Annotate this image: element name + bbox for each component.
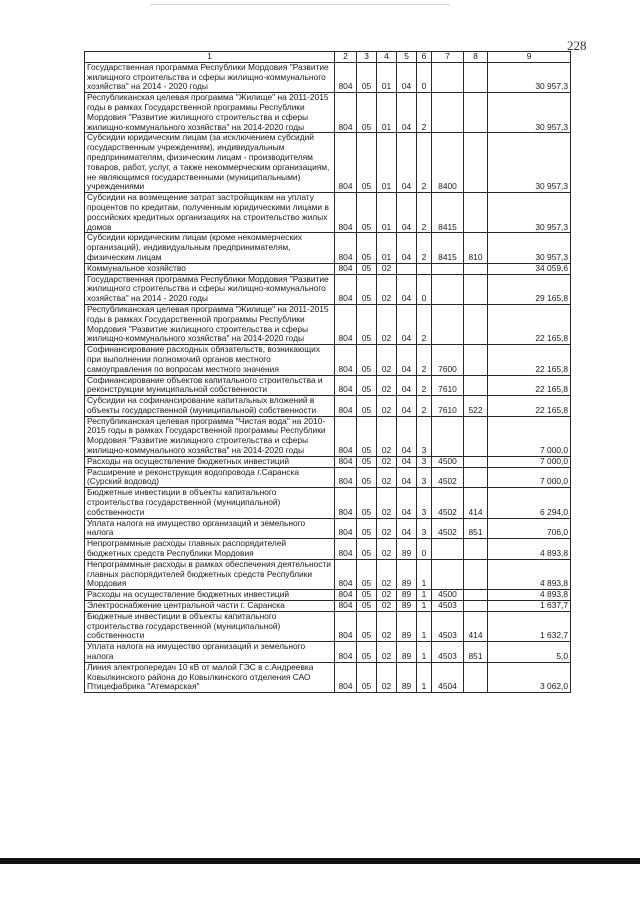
cell-ministry-code: 804	[335, 416, 357, 456]
cell-amount: 7 000,0	[488, 416, 571, 456]
cell-subprogram: 1	[417, 662, 432, 692]
table-row	[85, 375, 571, 396]
cell-ministry-code: 804	[335, 467, 357, 488]
cell-subsection: 02	[377, 375, 397, 396]
cell-amount: 30 957,3	[488, 133, 571, 193]
cell-description: Коммунальное хозяйство	[85, 263, 335, 274]
cell-expense-type	[464, 559, 488, 589]
cell-section: 05	[357, 416, 377, 456]
cell-target-article: 7610	[432, 396, 464, 417]
cell-target-article: 8415	[432, 193, 464, 233]
cell-amount: 1 637,7	[488, 601, 571, 612]
cell-expense-type: 522	[464, 396, 488, 417]
cell-subprogram	[417, 263, 432, 274]
cell-description: Государственная программа Республики Мордовия "Развитие жилищного строительства и сферы жилищно-коммунального хозяйства" на 2014 - 2020 годы	[85, 62, 335, 92]
cell-section: 05	[357, 662, 377, 692]
cell-description: Республиканская целевая программа "Чистая вода" на 2010-2015 годы в рамках Государственной программы Республики Мордовия "Развитие жилищного строительства и сферы жилищно-коммунального хозяйства" на 2014-2020 годы	[85, 416, 335, 456]
cell-target-article: 4503	[432, 611, 464, 641]
cell-subprogram: 2	[417, 133, 432, 193]
cell-expense-type	[464, 304, 488, 344]
table-row	[85, 559, 571, 589]
cell-subsection: 02	[377, 456, 397, 467]
scan-bottom-bar	[0, 858, 640, 864]
cell-section: 05	[357, 488, 377, 518]
header-cell-7: 7	[432, 52, 464, 63]
cell-subsection: 02	[377, 539, 397, 560]
cell-subprogram: 3	[417, 467, 432, 488]
cell-subsection: 01	[377, 133, 397, 193]
cell-target-article: 7610	[432, 375, 464, 396]
header-cell-3: 3	[357, 52, 377, 63]
table-row	[85, 467, 571, 488]
cell-subsection: 02	[377, 559, 397, 589]
cell-description: Уплата налога на имущество организаций и земельного налога	[85, 518, 335, 539]
cell-amount: 1 632,7	[488, 611, 571, 641]
cell-program: 04	[397, 488, 417, 518]
cell-description: Расходы на осуществление бюджетных инвестиций	[85, 456, 335, 467]
table-row	[85, 416, 571, 456]
cell-target-article: 4502	[432, 488, 464, 518]
cell-expense-type	[464, 456, 488, 467]
cell-amount: 4 893,8	[488, 590, 571, 601]
cell-subprogram: 1	[417, 590, 432, 601]
cell-ministry-code: 804	[335, 601, 357, 612]
cell-description: Республиканская целевая программа "Жилище" на 2011-2015 годы в рамках Государственной программы Республики Мордовия "Развитие жилищного строительства и сферы жилищно-коммунального хозяйства" на 2014-2020 годы	[85, 93, 335, 133]
table-row	[85, 396, 571, 417]
cell-subsection: 02	[377, 345, 397, 375]
cell-subsection: 02	[377, 263, 397, 274]
cell-description: Республиканская целевая программа "Жилище" на 2011-2015 годы в рамках Государственной программы Республики Мордовия "Развитие жилищного строительства и сферы жилищно-коммунального хозяйства" на 2014-2020 годы	[85, 304, 335, 344]
cell-ministry-code: 804	[335, 662, 357, 692]
cell-amount: 30 957,3	[488, 233, 571, 263]
cell-expense-type	[464, 416, 488, 456]
cell-section: 05	[357, 133, 377, 193]
table-header-row	[85, 52, 571, 63]
cell-description: Субсидии на софинансирование капитальных вложений в объекты государственной (муниципальной) собственности	[85, 396, 335, 417]
cell-amount: 706,0	[488, 518, 571, 539]
cell-description: Уплата налога на имущество организаций и земельного налога	[85, 642, 335, 663]
table-row	[85, 456, 571, 467]
cell-subsection: 02	[377, 642, 397, 663]
header-cell-5: 5	[397, 52, 417, 63]
table-row	[85, 263, 571, 274]
cell-ministry-code: 804	[335, 456, 357, 467]
cell-target-article	[432, 304, 464, 344]
cell-amount: 3 062,0	[488, 662, 571, 692]
cell-target-article: 4500	[432, 456, 464, 467]
table-row	[85, 193, 571, 233]
cell-subprogram: 3	[417, 488, 432, 518]
cell-amount: 22 165,8	[488, 304, 571, 344]
cell-subsection: 02	[377, 396, 397, 417]
cell-expense-type: 414	[464, 611, 488, 641]
cell-target-article	[432, 93, 464, 133]
cell-section: 05	[357, 518, 377, 539]
cell-expense-type	[464, 467, 488, 488]
cell-program: 89	[397, 642, 417, 663]
cell-ministry-code: 804	[335, 62, 357, 92]
cell-target-article	[432, 62, 464, 92]
cell-section: 05	[357, 590, 377, 601]
cell-ministry-code: 804	[335, 559, 357, 589]
cell-expense-type	[464, 345, 488, 375]
cell-ministry-code: 804	[335, 345, 357, 375]
cell-expense-type	[464, 263, 488, 274]
cell-expense-type	[464, 539, 488, 560]
cell-ministry-code: 804	[335, 193, 357, 233]
cell-amount: 30 957,3	[488, 62, 571, 92]
cell-expense-type	[464, 601, 488, 612]
cell-ministry-code: 804	[335, 233, 357, 263]
cell-subsection: 02	[377, 467, 397, 488]
cell-target-article: 4500	[432, 590, 464, 601]
table-row	[85, 590, 571, 601]
cell-target-article	[432, 539, 464, 560]
cell-section: 05	[357, 601, 377, 612]
cell-subprogram: 3	[417, 518, 432, 539]
cell-target-article: 4503	[432, 642, 464, 663]
cell-program: 04	[397, 416, 417, 456]
cell-target-article: 4502	[432, 467, 464, 488]
cell-program: 89	[397, 539, 417, 560]
cell-subprogram: 2	[417, 345, 432, 375]
cell-description: Непрограммные расходы главных распорядителей бюджетных средств Республики Мордовия	[85, 539, 335, 560]
cell-program: 04	[397, 133, 417, 193]
cell-ministry-code: 804	[335, 539, 357, 560]
cell-program	[397, 263, 417, 274]
cell-expense-type	[464, 133, 488, 193]
cell-subsection: 02	[377, 590, 397, 601]
cell-section: 05	[357, 93, 377, 133]
cell-section: 05	[357, 263, 377, 274]
cell-section: 05	[357, 467, 377, 488]
cell-description: Субсидии юридическим лицам (за исключением субсидий государственным учреждениям), индивидуальным предпринимателям, физическим лицам - производителям товаров, работ, услуг, а также некоммерческим организациям, не являющимся государственными (муниципальными) учреждениями	[85, 133, 335, 193]
table-row	[85, 93, 571, 133]
table-row	[85, 518, 571, 539]
cell-subsection: 02	[377, 662, 397, 692]
cell-subsection: 02	[377, 518, 397, 539]
cell-program: 04	[397, 467, 417, 488]
table-row	[85, 133, 571, 193]
cell-target-article: 4502	[432, 518, 464, 539]
cell-description: Софинансирование объектов капитального строительства и реконструкции муниципальной собственности	[85, 375, 335, 396]
cell-description: Бюджетные инвестиции в объекты капитального строительства государственной (муниципальной) собственности	[85, 488, 335, 518]
table-row	[85, 611, 571, 641]
cell-ministry-code: 804	[335, 93, 357, 133]
cell-target-article	[432, 263, 464, 274]
cell-subprogram: 2	[417, 93, 432, 133]
header-cell-8: 8	[464, 52, 488, 63]
cell-ministry-code: 804	[335, 518, 357, 539]
cell-expense-type	[464, 62, 488, 92]
cell-ministry-code: 804	[335, 304, 357, 344]
cell-subsection: 02	[377, 416, 397, 456]
cell-program: 89	[397, 611, 417, 641]
cell-subprogram: 1	[417, 559, 432, 589]
cell-target-article	[432, 416, 464, 456]
cell-section: 05	[357, 456, 377, 467]
header-cell-9: 9	[488, 52, 571, 63]
cell-description: Электроснабжение центральной части г. Саранска	[85, 601, 335, 612]
table-row	[85, 233, 571, 263]
header-cell-4: 4	[377, 52, 397, 63]
cell-amount: 4 893,8	[488, 559, 571, 589]
cell-amount: 34 059,6	[488, 263, 571, 274]
cell-program: 04	[397, 396, 417, 417]
cell-amount: 6 294,0	[488, 488, 571, 518]
cell-amount: 30 957,3	[488, 93, 571, 133]
cell-amount: 4 893,8	[488, 539, 571, 560]
cell-subprogram: 0	[417, 274, 432, 304]
cell-amount: 30 957,3	[488, 193, 571, 233]
cell-expense-type	[464, 93, 488, 133]
cell-expense-type	[464, 662, 488, 692]
cell-section: 05	[357, 274, 377, 304]
cell-program: 89	[397, 662, 417, 692]
cell-target-article: 4504	[432, 662, 464, 692]
cell-description: Линия электропередач 10 кВ от малой ГЭС в с.Андреевка Ковылкинского района до Ковылкинского отделения САО Птицефабрика "Атемарская"	[85, 662, 335, 692]
cell-expense-type: 851	[464, 518, 488, 539]
cell-amount: 22 165,8	[488, 396, 571, 417]
cell-description: Софинансирование расходных обязательств, возникающих при выполнении полномочий органов местного самоуправления по вопросам местного значения	[85, 345, 335, 375]
cell-section: 05	[357, 304, 377, 344]
cell-program: 04	[397, 518, 417, 539]
cell-section: 05	[357, 559, 377, 589]
cell-program: 04	[397, 233, 417, 263]
cell-target-article: 8415	[432, 233, 464, 263]
cell-target-article: 4503	[432, 601, 464, 612]
header-cell-1: 1	[85, 52, 335, 63]
cell-subprogram: 2	[417, 304, 432, 344]
cell-description: Государственная программа Республики Мордовия "Развитие жилищного строительства и сферы жилищно-коммунального хозяйства" на 2014 - 2020 годы	[85, 274, 335, 304]
table-row	[85, 601, 571, 612]
cell-subsection: 02	[377, 601, 397, 612]
cell-expense-type: 851	[464, 642, 488, 663]
cell-subsection: 02	[377, 488, 397, 518]
cell-program: 04	[397, 62, 417, 92]
cell-description: Расходы на осуществление бюджетных инвестиций	[85, 590, 335, 601]
header-cell-6: 6	[417, 52, 432, 63]
cell-section: 05	[357, 375, 377, 396]
table-row	[85, 642, 571, 663]
cell-subsection: 02	[377, 611, 397, 641]
cell-subprogram: 2	[417, 233, 432, 263]
cell-program: 04	[397, 345, 417, 375]
cell-program: 89	[397, 601, 417, 612]
cell-subprogram: 3	[417, 456, 432, 467]
cell-amount: 7 000,0	[488, 467, 571, 488]
cell-expense-type	[464, 590, 488, 601]
cell-section: 05	[357, 539, 377, 560]
cell-ministry-code: 804	[335, 396, 357, 417]
page-number: 228	[567, 38, 587, 53]
table-row	[85, 304, 571, 344]
cell-section: 05	[357, 611, 377, 641]
cell-description: Субсидии юридическим лицам (кроме некоммерческих организаций), индивидуальным предпринимателям, физическим лицам	[85, 233, 335, 263]
table-row	[85, 662, 571, 692]
cell-amount: 22 165,8	[488, 375, 571, 396]
cell-subprogram: 2	[417, 193, 432, 233]
cell-target-article	[432, 559, 464, 589]
cell-description: Расширение и реконструкция водопровода г.Саранска (Сурский водовод)	[85, 467, 335, 488]
cell-amount: 7 000,0	[488, 456, 571, 467]
cell-target-article	[432, 274, 464, 304]
cell-description: Субсидии на возмещение затрат застройщикам на уплату процентов по кредитам, полученным юридическими лицами в российских кредитных организациях на строительство жилых домов	[85, 193, 335, 233]
cell-subprogram: 0	[417, 539, 432, 560]
table-row	[85, 62, 571, 92]
budget-table-body	[85, 52, 571, 693]
cell-program: 89	[397, 590, 417, 601]
cell-ministry-code: 804	[335, 375, 357, 396]
table-row	[85, 345, 571, 375]
cell-program: 04	[397, 93, 417, 133]
table-row	[85, 488, 571, 518]
cell-ministry-code: 804	[335, 488, 357, 518]
cell-section: 05	[357, 642, 377, 663]
table-row	[85, 274, 571, 304]
cell-expense-type	[464, 193, 488, 233]
cell-ministry-code: 804	[335, 274, 357, 304]
cell-subprogram: 1	[417, 601, 432, 612]
cell-subprogram: 2	[417, 375, 432, 396]
cell-target-article: 7600	[432, 345, 464, 375]
header-cell-2: 2	[335, 52, 357, 63]
cell-subsection: 01	[377, 93, 397, 133]
cell-subprogram: 0	[417, 62, 432, 92]
cell-section: 05	[357, 62, 377, 92]
cell-subsection: 01	[377, 193, 397, 233]
cell-description: Бюджетные инвестиции в объекты капитального строительства государственной (муниципальной) собственности	[85, 611, 335, 641]
cell-section: 05	[357, 193, 377, 233]
cell-subprogram: 3	[417, 416, 432, 456]
cell-section: 05	[357, 233, 377, 263]
cell-expense-type	[464, 274, 488, 304]
cell-ministry-code: 804	[335, 590, 357, 601]
scan-top-line	[150, 4, 450, 5]
table-row	[85, 539, 571, 560]
cell-subsection: 02	[377, 274, 397, 304]
cell-target-article: 8400	[432, 133, 464, 193]
cell-program: 89	[397, 559, 417, 589]
cell-subprogram: 1	[417, 611, 432, 641]
cell-ministry-code: 804	[335, 642, 357, 663]
cell-amount: 22 165,8	[488, 345, 571, 375]
cell-program: 04	[397, 274, 417, 304]
cell-program: 04	[397, 375, 417, 396]
cell-expense-type: 810	[464, 233, 488, 263]
cell-program: 04	[397, 193, 417, 233]
cell-ministry-code: 804	[335, 611, 357, 641]
cell-program: 04	[397, 456, 417, 467]
cell-ministry-code: 804	[335, 263, 357, 274]
cell-ministry-code: 804	[335, 133, 357, 193]
cell-subprogram: 1	[417, 642, 432, 663]
cell-expense-type	[464, 375, 488, 396]
cell-subsection: 02	[377, 304, 397, 344]
budget-table	[84, 51, 571, 693]
cell-program: 04	[397, 304, 417, 344]
cell-description: Непрограммные расходы в рамках обеспечения деятельности главных распорядителей бюджетных средств Республики Мордовия	[85, 559, 335, 589]
cell-subsection: 01	[377, 233, 397, 263]
cell-section: 05	[357, 345, 377, 375]
cell-subsection: 01	[377, 62, 397, 92]
cell-subprogram: 2	[417, 396, 432, 417]
cell-amount: 29 165,8	[488, 274, 571, 304]
cell-expense-type: 414	[464, 488, 488, 518]
cell-section: 05	[357, 396, 377, 417]
cell-amount: 5,0	[488, 642, 571, 663]
